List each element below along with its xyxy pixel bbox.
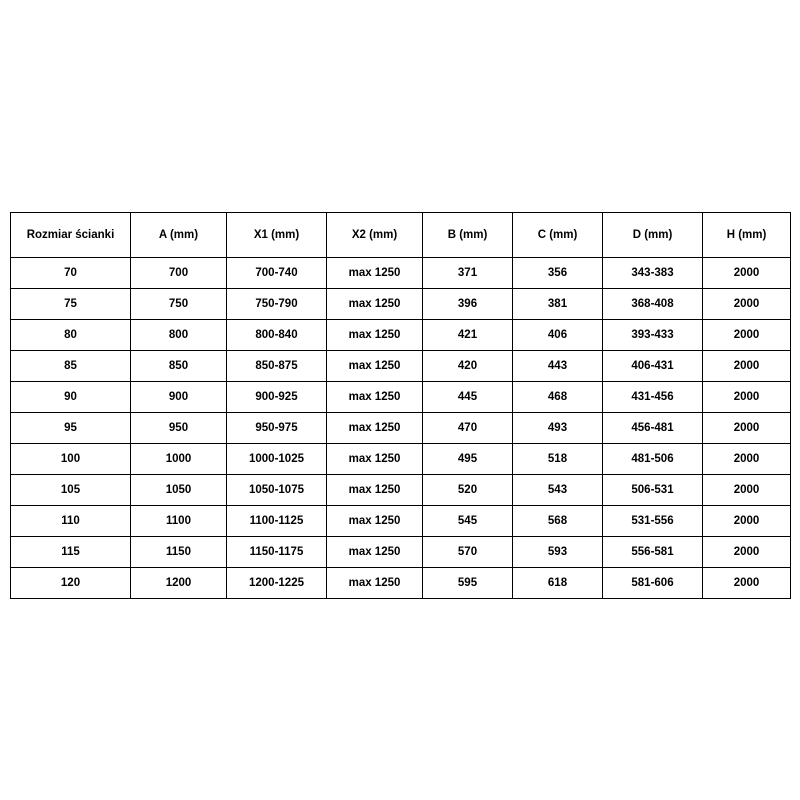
table-row [11, 258, 791, 289]
cell-c: 381 [513, 289, 603, 320]
cell-c: 443 [513, 351, 603, 382]
cell-d: 368-408 [603, 289, 703, 320]
cell-h: 2000 [703, 289, 791, 320]
cell-rozmiar-scianki: 95 [11, 413, 131, 444]
cell-a: 1000 [131, 444, 227, 475]
column-header-d: D (mm) [603, 213, 703, 258]
cell-c: 493 [513, 413, 603, 444]
table-row [11, 351, 791, 382]
cell-rozmiar-scianki: 110 [11, 506, 131, 537]
cell-x2: max 1250 [327, 475, 423, 506]
cell-h: 2000 [703, 444, 791, 475]
cell-c: 543 [513, 475, 603, 506]
cell-d: 481-506 [603, 444, 703, 475]
cell-h: 2000 [703, 413, 791, 444]
cell-d: 506-531 [603, 475, 703, 506]
cell-b: 595 [423, 568, 513, 599]
cell-rozmiar-scianki: 75 [11, 289, 131, 320]
cell-rozmiar-scianki: 85 [11, 351, 131, 382]
cell-d: 393-433 [603, 320, 703, 351]
table-row [11, 320, 791, 351]
column-header-a: A (mm) [131, 213, 227, 258]
cell-d: 431-456 [603, 382, 703, 413]
cell-b: 495 [423, 444, 513, 475]
cell-b: 420 [423, 351, 513, 382]
cell-a: 850 [131, 351, 227, 382]
cell-c: 518 [513, 444, 603, 475]
cell-b: 545 [423, 506, 513, 537]
cell-h: 2000 [703, 258, 791, 289]
table-row [11, 475, 791, 506]
cell-h: 2000 [703, 506, 791, 537]
cell-h: 2000 [703, 537, 791, 568]
cell-h: 2000 [703, 475, 791, 506]
cell-b: 470 [423, 413, 513, 444]
cell-h: 2000 [703, 382, 791, 413]
table-row [11, 506, 791, 537]
column-header-rozmiar-scianki: Rozmiar ścianki [11, 213, 131, 258]
table-row [11, 537, 791, 568]
cell-h: 2000 [703, 351, 791, 382]
table-header-row [11, 213, 791, 258]
cell-x2: max 1250 [327, 320, 423, 351]
cell-c: 406 [513, 320, 603, 351]
table-row [11, 382, 791, 413]
cell-b: 396 [423, 289, 513, 320]
cell-a: 1150 [131, 537, 227, 568]
cell-c: 468 [513, 382, 603, 413]
cell-b: 421 [423, 320, 513, 351]
cell-x2: max 1250 [327, 351, 423, 382]
cell-a: 750 [131, 289, 227, 320]
cell-x2: max 1250 [327, 289, 423, 320]
column-header-c: C (mm) [513, 213, 603, 258]
cell-h: 2000 [703, 568, 791, 599]
cell-d: 581-606 [603, 568, 703, 599]
cell-c: 568 [513, 506, 603, 537]
cell-d: 556-581 [603, 537, 703, 568]
cell-a: 1050 [131, 475, 227, 506]
cell-b: 570 [423, 537, 513, 568]
cell-rozmiar-scianki: 100 [11, 444, 131, 475]
cell-rozmiar-scianki: 120 [11, 568, 131, 599]
cell-c: 356 [513, 258, 603, 289]
column-header-b: B (mm) [423, 213, 513, 258]
cell-h: 2000 [703, 320, 791, 351]
cell-x1: 1200-1225 [227, 568, 327, 599]
cell-d: 531-556 [603, 506, 703, 537]
cell-b: 445 [423, 382, 513, 413]
cell-rozmiar-scianki: 70 [11, 258, 131, 289]
specification-table-container [10, 212, 790, 599]
cell-rozmiar-scianki: 115 [11, 537, 131, 568]
cell-x1: 700-740 [227, 258, 327, 289]
column-header-x2: X2 (mm) [327, 213, 423, 258]
table-row [11, 289, 791, 320]
cell-x2: max 1250 [327, 444, 423, 475]
cell-a: 800 [131, 320, 227, 351]
cell-rozmiar-scianki: 90 [11, 382, 131, 413]
cell-rozmiar-scianki: 105 [11, 475, 131, 506]
cell-x1: 1000-1025 [227, 444, 327, 475]
cell-b: 520 [423, 475, 513, 506]
cell-x1: 800-840 [227, 320, 327, 351]
cell-a: 900 [131, 382, 227, 413]
cell-x2: max 1250 [327, 568, 423, 599]
column-header-h: H (mm) [703, 213, 791, 258]
specification-table [10, 212, 791, 599]
cell-d: 406-431 [603, 351, 703, 382]
cell-x1: 1100-1125 [227, 506, 327, 537]
cell-rozmiar-scianki: 80 [11, 320, 131, 351]
cell-x1: 900-925 [227, 382, 327, 413]
cell-c: 593 [513, 537, 603, 568]
cell-x2: max 1250 [327, 537, 423, 568]
cell-x1: 1150-1175 [227, 537, 327, 568]
cell-x1: 850-875 [227, 351, 327, 382]
cell-x1: 1050-1075 [227, 475, 327, 506]
cell-x1: 750-790 [227, 289, 327, 320]
cell-b: 371 [423, 258, 513, 289]
cell-a: 1100 [131, 506, 227, 537]
cell-x2: max 1250 [327, 506, 423, 537]
cell-x2: max 1250 [327, 413, 423, 444]
cell-c: 618 [513, 568, 603, 599]
cell-a: 700 [131, 258, 227, 289]
cell-x1: 950-975 [227, 413, 327, 444]
table-row [11, 413, 791, 444]
cell-a: 1200 [131, 568, 227, 599]
cell-x2: max 1250 [327, 258, 423, 289]
cell-x2: max 1250 [327, 382, 423, 413]
cell-a: 950 [131, 413, 227, 444]
column-header-x1: X1 (mm) [227, 213, 327, 258]
table-row [11, 568, 791, 599]
table-row [11, 444, 791, 475]
cell-d: 456-481 [603, 413, 703, 444]
cell-d: 343-383 [603, 258, 703, 289]
